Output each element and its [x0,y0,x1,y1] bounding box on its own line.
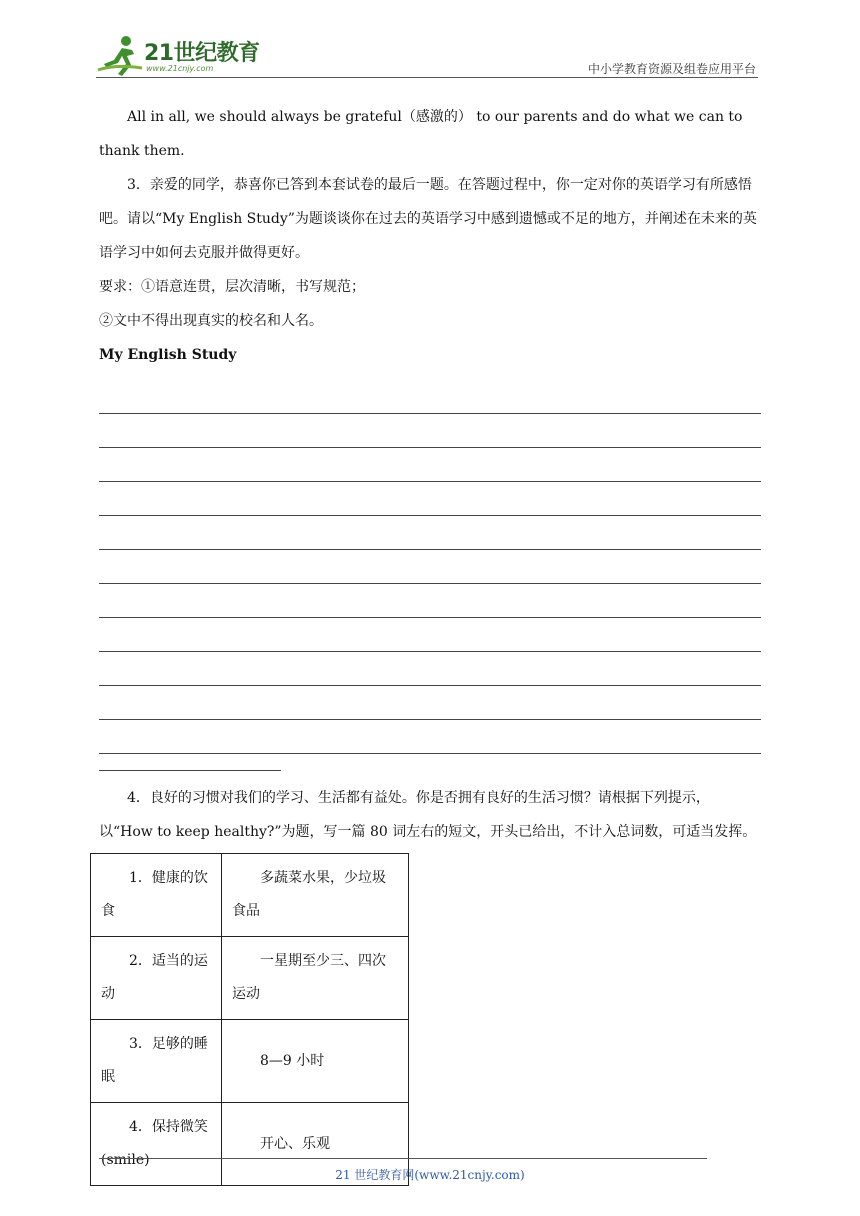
writing-line[interactable] [99,448,761,482]
question-4-text: 4．良好的习惯对我们的学习、生活都有益处。你是否拥有良好的生活习惯？请根据下列提示，以“How to keep healthy?”为题，写一篇 80 词左右的短文，开头已给出，不计入总词数，可适当发挥。 [99,790,757,840]
writing-line[interactable] [99,380,761,414]
logo-wordmark: 21世纪教育 [144,41,260,66]
table-row [91,854,409,937]
hint-tip: 8—9 小时 [222,1020,409,1103]
writing-line-short[interactable] [99,754,281,771]
header-divider [96,77,758,78]
writing-line[interactable] [99,482,761,516]
writing-line[interactable] [99,550,761,584]
essay-title: My English Study [99,347,237,363]
writing-line[interactable] [99,720,761,754]
hint-item: 1．健康的饮食 [91,854,222,937]
writing-line[interactable] [99,686,761,720]
hints-table [90,853,409,1186]
logo [96,34,266,80]
document-body [99,100,761,1186]
header-platform-text: 中小学教育资源及组卷应用平台 [587,62,756,76]
writing-line[interactable] [99,414,761,448]
hint-item: 2．适当的运动 [91,937,222,1020]
hint-tip: 一星期至少三、四次运动 [222,937,409,1020]
footer-link[interactable]: 21 世纪教育网(www.21cnjy.com) [335,1168,525,1182]
hint-item: 4．保持微笑(smile) [91,1103,222,1186]
requirement-2: ②文中不得出现真实的校名和人名。 [99,313,323,329]
intro-line: All in all, we should always be grateful（感激的） to our parents and do what we can to thank them. [99,109,743,159]
requirement-1: 要求：①语意连贯，层次清晰，书写规范； [99,279,365,295]
writing-lines[interactable] [99,380,761,771]
footer-divider [99,1158,707,1159]
table-row [91,937,409,1020]
writing-line[interactable] [99,584,761,618]
logo-url: www.21cnjy.com [146,64,214,73]
hint-tip: 多蔬菜水果，少垃圾食品 [222,854,409,937]
writing-line[interactable] [99,618,761,652]
table-row [91,1020,409,1103]
writing-line[interactable] [99,516,761,550]
writing-line[interactable] [99,652,761,686]
question-3-text: 3．亲爱的同学，恭喜你已答到本套试卷的最后一题。在答题过程中，你一定对你的英语学习有所感悟吧。请以“My English Study”为题谈谈你在过去的英语学习中感到遗憾或不足的地方，并阐述在未来的英语学习中如何去克服并做得更好。 [99,177,757,261]
page-header [0,0,860,80]
hint-tip: 开心、乐观 [222,1103,409,1186]
hint-item: 3．足够的睡眠 [91,1020,222,1103]
runner-logo-icon [96,34,144,78]
